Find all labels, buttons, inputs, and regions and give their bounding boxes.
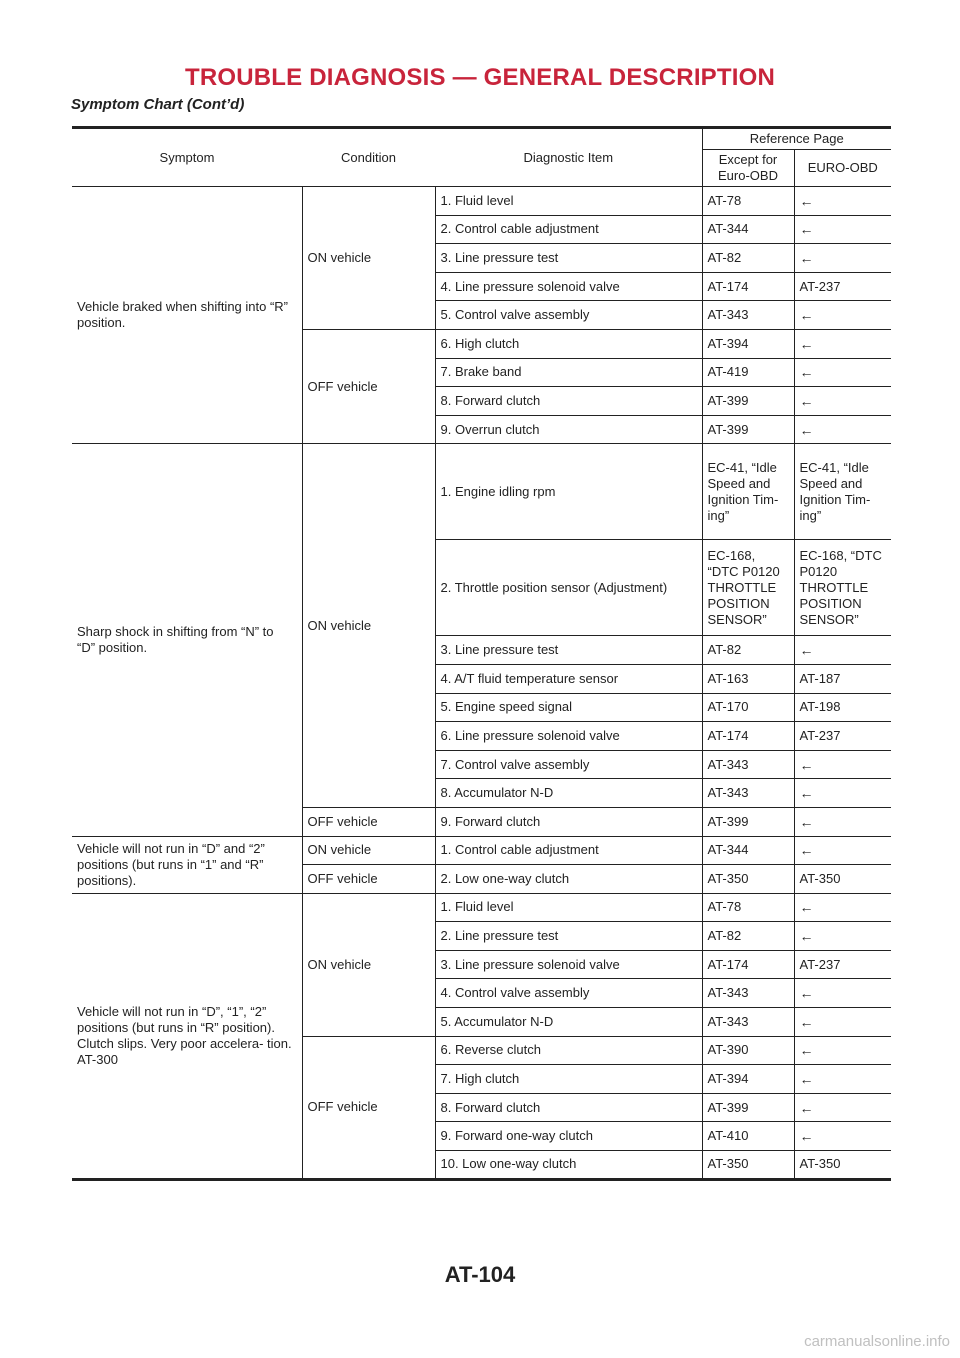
reference-except-euro-obd-cell: AT-399 (702, 807, 794, 836)
reference-euro-obd-cell: AT-198 (794, 693, 891, 722)
condition-cell: ON vehicle (302, 444, 435, 808)
header-except-euro-obd: Except for Euro-OBD (702, 150, 794, 187)
reference-except-euro-obd-cell: AT-78 (702, 893, 794, 922)
table-row (72, 187, 891, 216)
diagnostic-item-cell: 10. Low one-way clutch (435, 1151, 702, 1180)
table-body (72, 187, 891, 1180)
diagnostic-item-cell: 4. Control valve assembly (435, 979, 702, 1008)
reference-except-euro-obd-cell: AT-174 (702, 722, 794, 751)
diagnostic-item-cell: 8. Forward clutch (435, 1093, 702, 1122)
reference-except-euro-obd-cell: AT-174 (702, 950, 794, 979)
symptom-cell: Vehicle will not run in “D” and “2” positions (but runs in “1” and “R” positions). (72, 836, 302, 893)
reference-euro-obd-cell: ← (794, 922, 891, 951)
reference-euro-obd-cell: ← (794, 1093, 891, 1122)
reference-except-euro-obd-cell: AT-343 (702, 779, 794, 808)
page-number: AT-104 (444, 1262, 516, 1287)
reference-except-euro-obd-cell: AT-343 (702, 1008, 794, 1037)
reference-euro-obd-cell: AT-237 (794, 950, 891, 979)
reference-euro-obd-cell: ← (794, 836, 891, 865)
reference-except-euro-obd-cell: AT-394 (702, 329, 794, 358)
condition-cell: ON vehicle (302, 893, 435, 1036)
diagnostic-item-cell: 6. Reverse clutch (435, 1036, 702, 1065)
reference-except-euro-obd-cell: AT-399 (702, 387, 794, 416)
header-euro-obd: EURO-OBD (794, 150, 891, 187)
reference-euro-obd-cell: AT-237 (794, 272, 891, 301)
table-header (72, 128, 891, 187)
diagnostic-item-cell: 8. Forward clutch (435, 387, 702, 416)
reference-euro-obd-cell: AT-237 (794, 722, 891, 751)
reference-except-euro-obd-cell: AT-399 (702, 1093, 794, 1122)
diagnostic-item-cell: 5. Accumulator N-D (435, 1008, 702, 1037)
diagnostic-item-cell: 9. Overrun clutch (435, 415, 702, 444)
diagnostic-item-cell: 7. Brake band (435, 358, 702, 387)
diagnostic-item-cell: 9. Forward one-way clutch (435, 1122, 702, 1151)
diagnostic-item-cell: 5. Engine speed signal (435, 693, 702, 722)
reference-euro-obd-cell: ← (794, 244, 891, 273)
reference-euro-obd-cell: ← (794, 893, 891, 922)
reference-euro-obd-cell: ← (794, 979, 891, 1008)
diagnostic-item-cell: 5. Control valve assembly (435, 301, 702, 330)
reference-euro-obd-cell: ← (794, 387, 891, 416)
reference-except-euro-obd-cell: AT-163 (702, 664, 794, 693)
reference-euro-obd-cell: ← (794, 329, 891, 358)
symptom-cell: Sharp shock in shifting from “N” to “D” position. (72, 444, 302, 836)
diagnostic-item-cell: 3. Line pressure solenoid valve (435, 950, 702, 979)
reference-except-euro-obd-cell: AT-78 (702, 187, 794, 216)
reference-euro-obd-cell: ← (794, 750, 891, 779)
reference-euro-obd-cell: AT-350 (794, 865, 891, 894)
reference-except-euro-obd-cell: AT-350 (702, 865, 794, 894)
reference-euro-obd-cell: ← (794, 1122, 891, 1151)
table-row (72, 444, 891, 540)
page-title: TROUBLE DIAGNOSIS — GENERAL DESCRIPTION (184, 64, 776, 91)
diagnostic-item-cell: 3. Line pressure test (435, 244, 702, 273)
diagnostic-item-cell: 4. A/T fluid temperature sensor (435, 664, 702, 693)
reference-euro-obd-cell: ← (794, 636, 891, 665)
diagnostic-item-cell: 2. Low one-way clutch (435, 865, 702, 894)
reference-euro-obd-cell: EC-41, “Idle Speed and Ignition Tim- ing” (794, 444, 891, 540)
watermark: carmanualsonline.info (804, 1333, 950, 1350)
condition-cell: OFF vehicle (302, 329, 435, 443)
reference-euro-obd-cell: AT-350 (794, 1151, 891, 1180)
reference-except-euro-obd-cell: AT-410 (702, 1122, 794, 1151)
header-symptom: Symptom (72, 128, 302, 187)
symptom-cell: Vehicle will not run in “D”, “1”, “2” positions (but runs in “R” position). Clutch slips. Very poor accelera- tion. AT-300 (72, 893, 302, 1179)
header-diagnostic-item: Diagnostic Item (435, 128, 702, 187)
reference-euro-obd-cell: ← (794, 807, 891, 836)
diagnostic-item-cell: 1. Fluid level (435, 893, 702, 922)
diagnostic-item-cell: 1. Fluid level (435, 187, 702, 216)
diagnostic-item-cell: 6. High clutch (435, 329, 702, 358)
diagnostic-item-cell: 1. Control cable adjustment (435, 836, 702, 865)
diagnostic-item-cell: 7. Control valve assembly (435, 750, 702, 779)
symptom-cell: Vehicle braked when shifting into “R” position. (72, 187, 302, 444)
reference-except-euro-obd-cell: AT-419 (702, 358, 794, 387)
reference-except-euro-obd-cell: AT-344 (702, 215, 794, 244)
reference-except-euro-obd-cell: AT-350 (702, 1151, 794, 1180)
reference-except-euro-obd-cell: AT-390 (702, 1036, 794, 1065)
reference-except-euro-obd-cell: AT-174 (702, 272, 794, 301)
condition-cell: ON vehicle (302, 187, 435, 330)
reference-euro-obd-cell: ← (794, 187, 891, 216)
reference-except-euro-obd-cell: AT-344 (702, 836, 794, 865)
reference-except-euro-obd-cell: AT-82 (702, 244, 794, 273)
reference-except-euro-obd-cell: AT-82 (702, 922, 794, 951)
reference-euro-obd-cell: EC-168, “DTC P0120 THROTTLE POSITION SENSOR” (794, 540, 891, 636)
table-row (72, 836, 891, 865)
condition-cell: OFF vehicle (302, 1036, 435, 1179)
reference-except-euro-obd-cell: AT-343 (702, 301, 794, 330)
reference-except-euro-obd-cell: AT-399 (702, 415, 794, 444)
diagnostic-item-cell: 9. Forward clutch (435, 807, 702, 836)
reference-except-euro-obd-cell: AT-170 (702, 693, 794, 722)
reference-euro-obd-cell: ← (794, 215, 891, 244)
diagnostic-item-cell: 2. Line pressure test (435, 922, 702, 951)
condition-cell: OFF vehicle (302, 807, 435, 836)
diagnostic-item-cell: 3. Line pressure test (435, 636, 702, 665)
reference-except-euro-obd-cell: EC-168, “DTC P0120 THROTTLE POSITION SENSOR” (702, 540, 794, 636)
page-subtitle: Symptom Chart (Cont’d) (71, 96, 245, 113)
reference-euro-obd-cell: ← (794, 1065, 891, 1094)
condition-cell: ON vehicle (302, 836, 435, 865)
header-condition: Condition (302, 128, 435, 187)
reference-except-euro-obd-cell: AT-394 (702, 1065, 794, 1094)
diagnostic-item-cell: 4. Line pressure solenoid valve (435, 272, 702, 301)
reference-except-euro-obd-cell: EC-41, “Idle Speed and Ignition Tim- ing” (702, 444, 794, 540)
reference-euro-obd-cell: ← (794, 779, 891, 808)
diagnostic-item-cell: 8. Accumulator N-D (435, 779, 702, 808)
reference-euro-obd-cell: ← (794, 301, 891, 330)
reference-euro-obd-cell: ← (794, 415, 891, 444)
diagnostic-item-cell: 2. Control cable adjustment (435, 215, 702, 244)
diagnostic-item-cell: 7. High clutch (435, 1065, 702, 1094)
condition-cell: OFF vehicle (302, 865, 435, 894)
diagnostic-item-cell: 2. Throttle position sensor (Adjustment) (435, 540, 702, 636)
reference-except-euro-obd-cell: AT-343 (702, 750, 794, 779)
reference-except-euro-obd-cell: AT-343 (702, 979, 794, 1008)
table-row (72, 893, 891, 922)
header-reference-page: Reference Page (702, 128, 891, 150)
symptom-chart-table (72, 126, 891, 1181)
reference-euro-obd-cell: ← (794, 1036, 891, 1065)
diagnostic-item-cell: 1. Engine idling rpm (435, 444, 702, 540)
reference-euro-obd-cell: AT-187 (794, 664, 891, 693)
header-row (72, 128, 891, 150)
diagnostic-item-cell: 6. Line pressure solenoid valve (435, 722, 702, 751)
reference-except-euro-obd-cell: AT-82 (702, 636, 794, 665)
reference-euro-obd-cell: ← (794, 1008, 891, 1037)
reference-euro-obd-cell: ← (794, 358, 891, 387)
